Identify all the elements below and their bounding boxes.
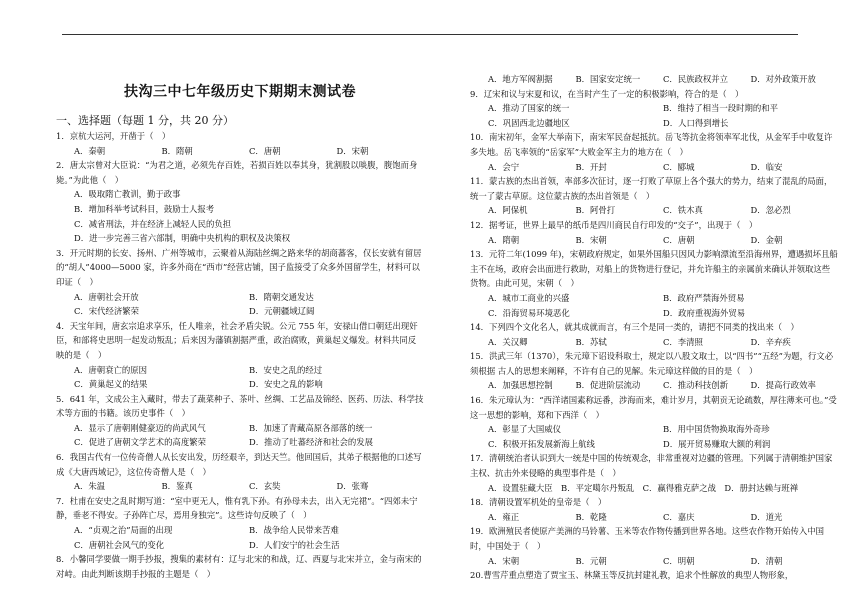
answer-option: A．彰显了大国威仪 [488,424,562,435]
option-group [470,160,838,175]
right-column [470,0,838,583]
answer-option: D．展开贸易赚取大额的利润 [663,438,771,449]
answer-option: D．清朝 [750,555,783,566]
answer-option: C．沿海贸易环境恶化 [488,307,570,318]
option-group [470,72,838,87]
option-group [56,523,424,552]
answer-option: C．唐朝 [249,145,281,156]
answer-option: D．金朝 [750,234,783,245]
question-text: 11．蒙古族的杰出首领，率部多次征讨，逐一打败了草原上各个强大的势力，结束了混乱的局面，统一了蒙古草原。这位蒙古族的杰出首领是（ ） [470,176,833,201]
right-questions [470,72,838,583]
answer-option: B．加速了青藏高原各部落的统一 [249,422,373,433]
question-item [470,451,838,495]
answer-option: A．唐朝社会开放 [74,291,139,302]
option-group [56,144,424,159]
answer-option: C．郾城 [663,161,695,172]
answer-option: B．国家安定统一 [575,74,641,84]
question-item [470,130,838,174]
option-group [470,203,838,218]
answer-option: D．推动了吐蕃经济和社会的发展 [249,437,373,448]
answer-option: D．人们安宁的社会生活 [249,539,340,550]
answer-option: B．苏轼 [575,336,607,347]
answer-option: A．加强思想控制 [488,380,553,391]
answer-option: A．隋朝 [488,234,520,245]
answer-option: C．唐朝 [663,234,695,245]
question-item [56,246,424,319]
option-group [470,101,838,130]
answer-option: D．提高行政效率 [750,380,816,391]
answer-option: B．元朝 [575,555,607,566]
option-group [56,363,424,392]
answer-option: C．巩固西北边疆地区 [488,117,570,128]
answer-option: B．鉴真 [161,481,193,492]
answer-option: D．政府重视海外贸易 [663,307,746,318]
question-item [56,392,424,450]
answer-option: D．对外政策开放 [750,74,816,84]
option-group [470,422,838,451]
question-item [470,568,838,583]
answer-option: B．乾隆 [575,511,607,522]
option-group [470,378,838,393]
question-text: 4．天宝年间，唐玄宗追求享乐，任人唯亲，社会矛盾尖锐。公元 755 年，安禄山借口朝廷出现奸臣，和部将史思明一起发动叛乱；后来因为藩镇割据严重，政治腐败，黄巢起义爆发。材料共同反映的是（ ） [56,320,418,360]
question-item [470,349,838,393]
answer-option: D．宋朝 [336,145,369,156]
answer-option: C．民族政权并立 [663,74,729,84]
answer-option: B．隋朝 [161,145,193,156]
answer-option: C．减省刑法，并在经济上减轻人民的负担 [74,218,232,229]
question-item [470,218,838,247]
answer-option: A．秦朝 [74,145,106,156]
question-text: 17．清朝统治者认识到大一统是中国的传统观念，非常重视对边疆的管理。下列属于清朝维护国家主权、抗击外来侵略的典型事件是（ ） [470,453,833,479]
answer-option: A．推动了国家的统一 [488,103,570,114]
answer-option: A．关汉卿 [488,336,528,347]
question-text: 12．据考证，世界上最早的纸币是四川商民自行印发的“交子”，出现于（ ） [470,219,758,230]
answer-option: B．促进阶层流动 [575,380,641,391]
answer-option: C．促进了唐朝文学艺术的高度繁荣 [74,437,207,448]
answer-option: A．“贞观之治”局面的出现 [74,525,173,536]
question-item [470,247,838,320]
answer-option: C．李清照 [663,336,703,347]
question-text: 19．欧洲殖民者使原产美洲的马铃薯、玉米等农作物传播到世界各地。这些农作物开始传入中国时，中国处于（ ） [470,526,825,551]
answer-option: D．安史之乱的影响 [249,379,323,390]
answer-option: C．积极开拓发展新海上航线 [488,438,595,449]
answer-option: B．战争给人民带来苦难 [249,525,339,536]
option-group [56,290,424,319]
option-group [470,335,838,350]
section-heading: 一、选择题（每题 1 分，共 20 分） [56,114,234,127]
answer-option: A．朱温 [74,481,106,492]
question-text: 6．我国古代有一位传奇僧人从长安出发，历经艰辛，到达天竺。他回国后，其弟子根据他的口述写成《大唐西域记》，这位传奇僧人是（ ） [56,452,422,477]
question-text: 13．元符二年(1099 年)，宋朝政府规定，如果外国船只因风力影响漂流至沿海州界，遭遇损坏且船主不在场，政府会出面进行救助，对船上的货物进行登记，并允许船主的亲属前来确认并领取这些货物。由此可见，宋朝（ ） [470,249,838,289]
answer-option: B．安史之乱的经过 [249,364,323,375]
answer-option: C．明朝 [663,555,695,566]
question-text: 20.曹雪芹重点塑造了贾宝玉、林黛玉等反抗封建礼教，追求个性解放的典型人物形象， [470,570,794,581]
question-text: 10．南宋初年，金军大举南下，南宋军民奋起抵抗。岳飞等抗金将领率军北伐，从金军手中收复许多失地。岳飞率领的“岳家军”大败金军主力的地方在（ ） [470,132,833,157]
question-item [470,393,838,451]
answer-option: D．张骞 [336,481,369,492]
question-text: 3．开元时期的长安、扬州、广州等城市，云聚着从海陆丝绸之路来华的胡商蕃客，仅长安就有留居的“胡人”4000—5000 家，许多外商在“西市”经营店铺，国子监接受了众多外国留学生，材料可以印证（ ） [56,247,422,287]
question-item [56,450,424,494]
answer-option: C．推动科技创新 [663,380,729,391]
answer-option: D．进一步完善三省六部制，明确中央机构的职权及决策权 [74,233,291,244]
question-text: 5．641 年，文成公主入藏时，带去了蔬菜种子、茶叶、丝绸、工艺品及锦经、医药、历法、科学技术等方面的书籍。该历史事件（ ） [56,393,424,419]
answer-option: A．显示了唐朝刚健豪迈的尚武风气 [74,422,206,433]
question-text: 8．小馨同学要做一期手抄报，搜集的素材有：辽与北宋的和战，辽、西夏与北宋并立，金与南宋的对峙。由此判断该期手抄报的主题是（ ） [56,554,422,579]
option-group [470,554,838,569]
answer-option: A．设置驻藏大臣 B．平定噶尔丹叛乱 C．赢得雅克萨之战 D．册封达赖与班禅 [488,482,799,493]
question-item [470,87,838,131]
answer-option: A．地方军阀割据 [488,74,553,84]
answer-option: A．吸取隋亡教训，勤于政事 [74,189,181,200]
left-questions [56,129,424,581]
option-group [470,291,838,320]
answer-option: A．城市工商业的兴盛 [488,292,570,303]
answer-option: C．宋代经济繁荣 [74,306,140,317]
question-text: 9．辽宋和议与宋夏和议，在当时产生了一定的积极影响，符合的是（ ） [470,88,744,99]
question-item [56,129,424,158]
answer-option: B．政府严禁海外贸易 [663,292,745,303]
exam-title: 扶沟三中七年级历史下期期末测试卷 [124,84,356,100]
answer-option: D．忽必烈 [750,205,791,216]
question-item [470,320,838,349]
question-item [56,158,424,246]
answer-option: A．宋朝 [488,555,520,566]
answer-option: A．会宁 [488,161,520,172]
question-item [470,72,838,87]
answer-option: C．唐朝社会风气的变化 [74,539,165,550]
answer-option: D．元朝疆域辽阔 [249,306,315,317]
question-item [56,319,424,392]
answer-option: C．嘉庆 [663,511,695,522]
question-text: 16．朱元璋认为：“西洋诸国素称远番，涉海而来，难计岁月，其朝贡无论疏数，厚往薄来可也。”受这一思想的影响，郑和下西洋（ ） [470,395,837,420]
question-item [470,524,838,568]
question-text: 18．清朝设置军机处的皇帝是（ ） [470,497,607,508]
option-group [470,233,838,248]
answer-option: B．隋朝交通发达 [249,291,314,302]
option-group [56,187,424,245]
question-item [470,495,838,524]
question-text: 7．杜甫在安史之乱时期写道：“室中更无人，惟有乳下孙。有孙母未去，出入无完裙”。“四郊未宁静，垂老不得安。子孙阵亡尽，焉用身独完”。这些诗句反映了（ ） [56,495,418,521]
answer-option: D．人口得到增长 [663,117,729,128]
question-item [56,494,424,552]
answer-option: B．用中国货物换取海外奇珍 [663,424,770,435]
option-group [470,510,838,525]
question-item [470,174,838,218]
option-group [56,421,424,450]
answer-option: D．辛弃疾 [750,336,791,347]
option-group [470,481,838,496]
question-item [56,552,424,581]
answer-option: D．临安 [750,161,783,172]
answer-option: A．阿保机 [488,205,528,216]
answer-option: B．宋朝 [575,234,607,245]
answer-option: B．增加科举考试科目，鼓励士人报考 [74,203,215,214]
answer-option: B．维持了相当一段时期的和平 [663,103,779,114]
question-text: 15．洪武三年（1370），朱元璋下诏设科取士，规定以八股文取士，以“四书”“五经”为题，行文必须根据 古人的思想来阐释，不许有自己的见解。朱元璋这样做的目的是（ ） [470,351,834,376]
answer-option: A．雍正 [488,511,520,522]
answer-option: C．铁木真 [663,205,703,216]
question-text: 1．京杭大运河，开凿于（ ） [56,131,171,141]
answer-option: D．道光 [750,511,783,522]
question-text: 14．下列四个文化名人，就其成就而言，有三个是同一类的，请把不同类的找出来（ ） [470,322,799,333]
answer-option: B．开封 [575,161,607,172]
answer-option: B．阿骨打 [575,205,616,216]
question-text: 2．唐太宗曾对大臣说：“为君之道，必须先存百姓，若损百姓以奉其身，犹割股以啖腹，腹饱而身毙。”为此他（ ） [56,160,418,185]
answer-option: C．玄奘 [249,481,281,492]
answer-option: A．唐朝衰亡的原因 [74,364,148,375]
option-group [56,479,424,494]
answer-option: C．黄巢起义的结果 [74,379,148,390]
left-column [56,0,424,581]
